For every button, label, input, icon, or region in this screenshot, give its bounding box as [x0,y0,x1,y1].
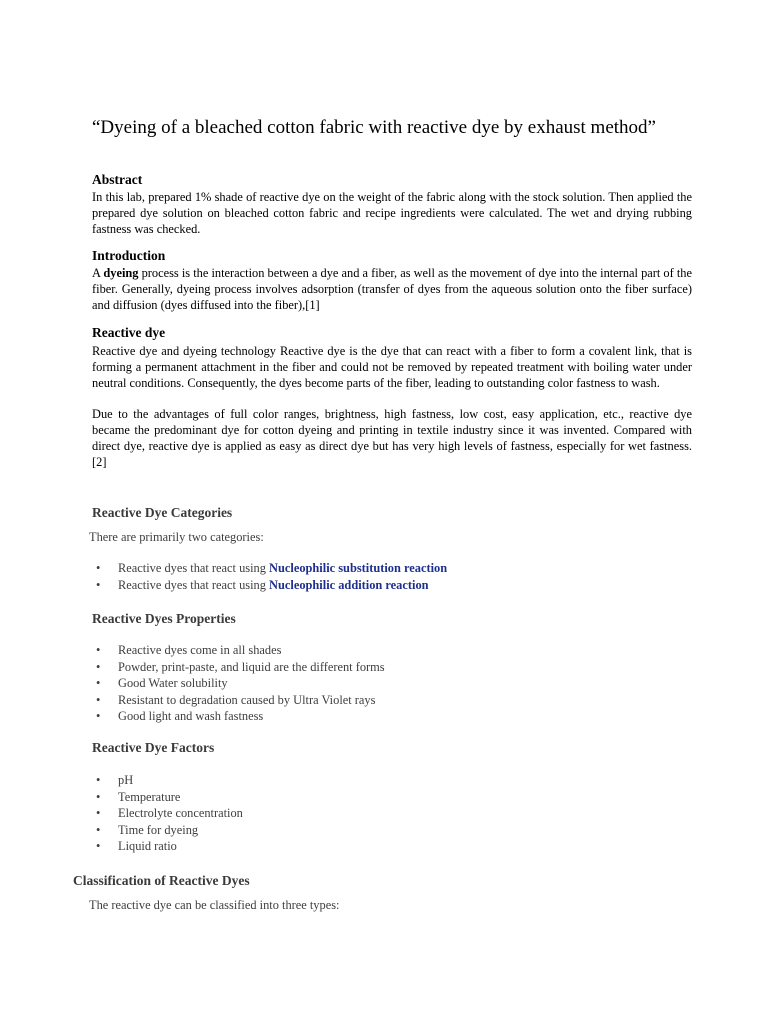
factors-list [92,772,243,855]
list-item-text: Good light and wash fastness [118,709,264,724]
list-item-text: Temperature [118,789,181,804]
bullet-icon: • [96,643,101,657]
list-item-text: Time for dyeing [118,822,199,837]
categories-intro: There are primarily two categories: [89,530,264,544]
bullet-icon: • [96,561,101,575]
list-item [92,838,243,855]
bullet-icon: • [96,577,101,592]
list-item [92,772,243,789]
bullet-icon: • [96,789,101,804]
document-title: “Dyeing of a bleached cotton fabric with reactive dye by exhaust method” [92,117,656,138]
list-item [92,675,385,692]
list-item [92,708,385,725]
introduction-lead: A [92,266,104,280]
introduction-heading: Introduction [92,248,166,263]
list-item-text: Electrolyte concentration [118,806,243,821]
bullet-icon: • [96,773,101,787]
introduction-bold-term: dyeing [103,266,139,280]
list-item-text: Good Water solubility [118,676,228,691]
list-item-text: Liquid ratio [118,839,177,854]
list-item-text: Powder, print-paste, and liquid are the different forms [118,659,385,674]
properties-list [92,642,385,725]
reactive-dye-paragraph-2: Due to the advantages of full color ranges, brightness, high fastness, low cost, easy application, etc., reactive dye became the predominant dye for cotton dyeing and printing in textile industry since it was invented. Compared with direct dye, reactive dye is applied as easy as direct dye but has very high levels of fastness, especially for wet fastness.[2] [92,407,692,470]
classification-heading: Classification of Reactive Dyes [73,873,250,888]
bullet-icon: • [96,822,101,837]
bullet-icon: • [96,659,101,674]
list-item-text: Resistant to degradation caused by Ultra Violet rays [118,692,376,707]
list-item [92,822,243,839]
bullet-icon: • [96,806,101,821]
categories-heading: Reactive Dye Categories [92,505,233,520]
nucleophilic-substitution-link[interactable]: Nucleophilic substitution reaction [269,561,448,575]
properties-heading: Reactive Dyes Properties [92,611,236,626]
classification-intro: The reactive dye can be classified into three types: [89,898,340,912]
list-item [92,577,447,594]
bullet-icon: • [96,692,101,707]
list-item [92,642,385,659]
list-item-text: Reactive dyes that react using [118,577,270,592]
abstract-text: In this lab, prepared 1% shade of reactive dye on the weight of the fabric along with the stock solution. Then applied the prepared dye solution on bleached cotton fabric and recipe ingredients were calculated. The wet and drying rubbing fastness was checked. [92,190,692,237]
reactive-dye-heading: Reactive dye [92,325,166,340]
bullet-icon: • [96,709,101,724]
list-item-text: Reactive dyes that react using [118,561,270,575]
categories-list [92,560,447,593]
bullet-icon: • [96,839,101,854]
introduction-text [92,265,692,313]
list-item-text: pH [118,773,134,787]
list-item [92,692,385,709]
abstract-heading: Abstract [92,172,143,187]
nucleophilic-addition-link[interactable]: Nucleophilic addition reaction [269,577,429,592]
bullet-icon: • [96,676,101,691]
list-item [92,560,447,577]
reactive-dye-paragraph-1: Reactive dye and dyeing technology Reactive dye is the dye that can react with a fiber to form a covalent link, that is forming a permanent attachment in the fiber and could not be removed by repeated treatment with boiling water under neutral conditions. Consequently, the dyes become parts of the fiber, leading to outstanding color fastness to wash. [92,344,692,391]
list-item [92,805,243,822]
list-item [92,789,243,806]
factors-heading: Reactive Dye Factors [92,740,215,755]
introduction-body: process is the interaction between a dye and a fiber, as well as the movement of dye into the internal part of the fiber. Generally, dyeing process involves adsorption (transfer of dyes from the aqueous solution onto the fiber surface) and diffusion (dyes diffused into the fiber),[1] [92,266,692,313]
list-item-text: Reactive dyes come in all shades [118,643,282,657]
list-item [92,659,385,676]
